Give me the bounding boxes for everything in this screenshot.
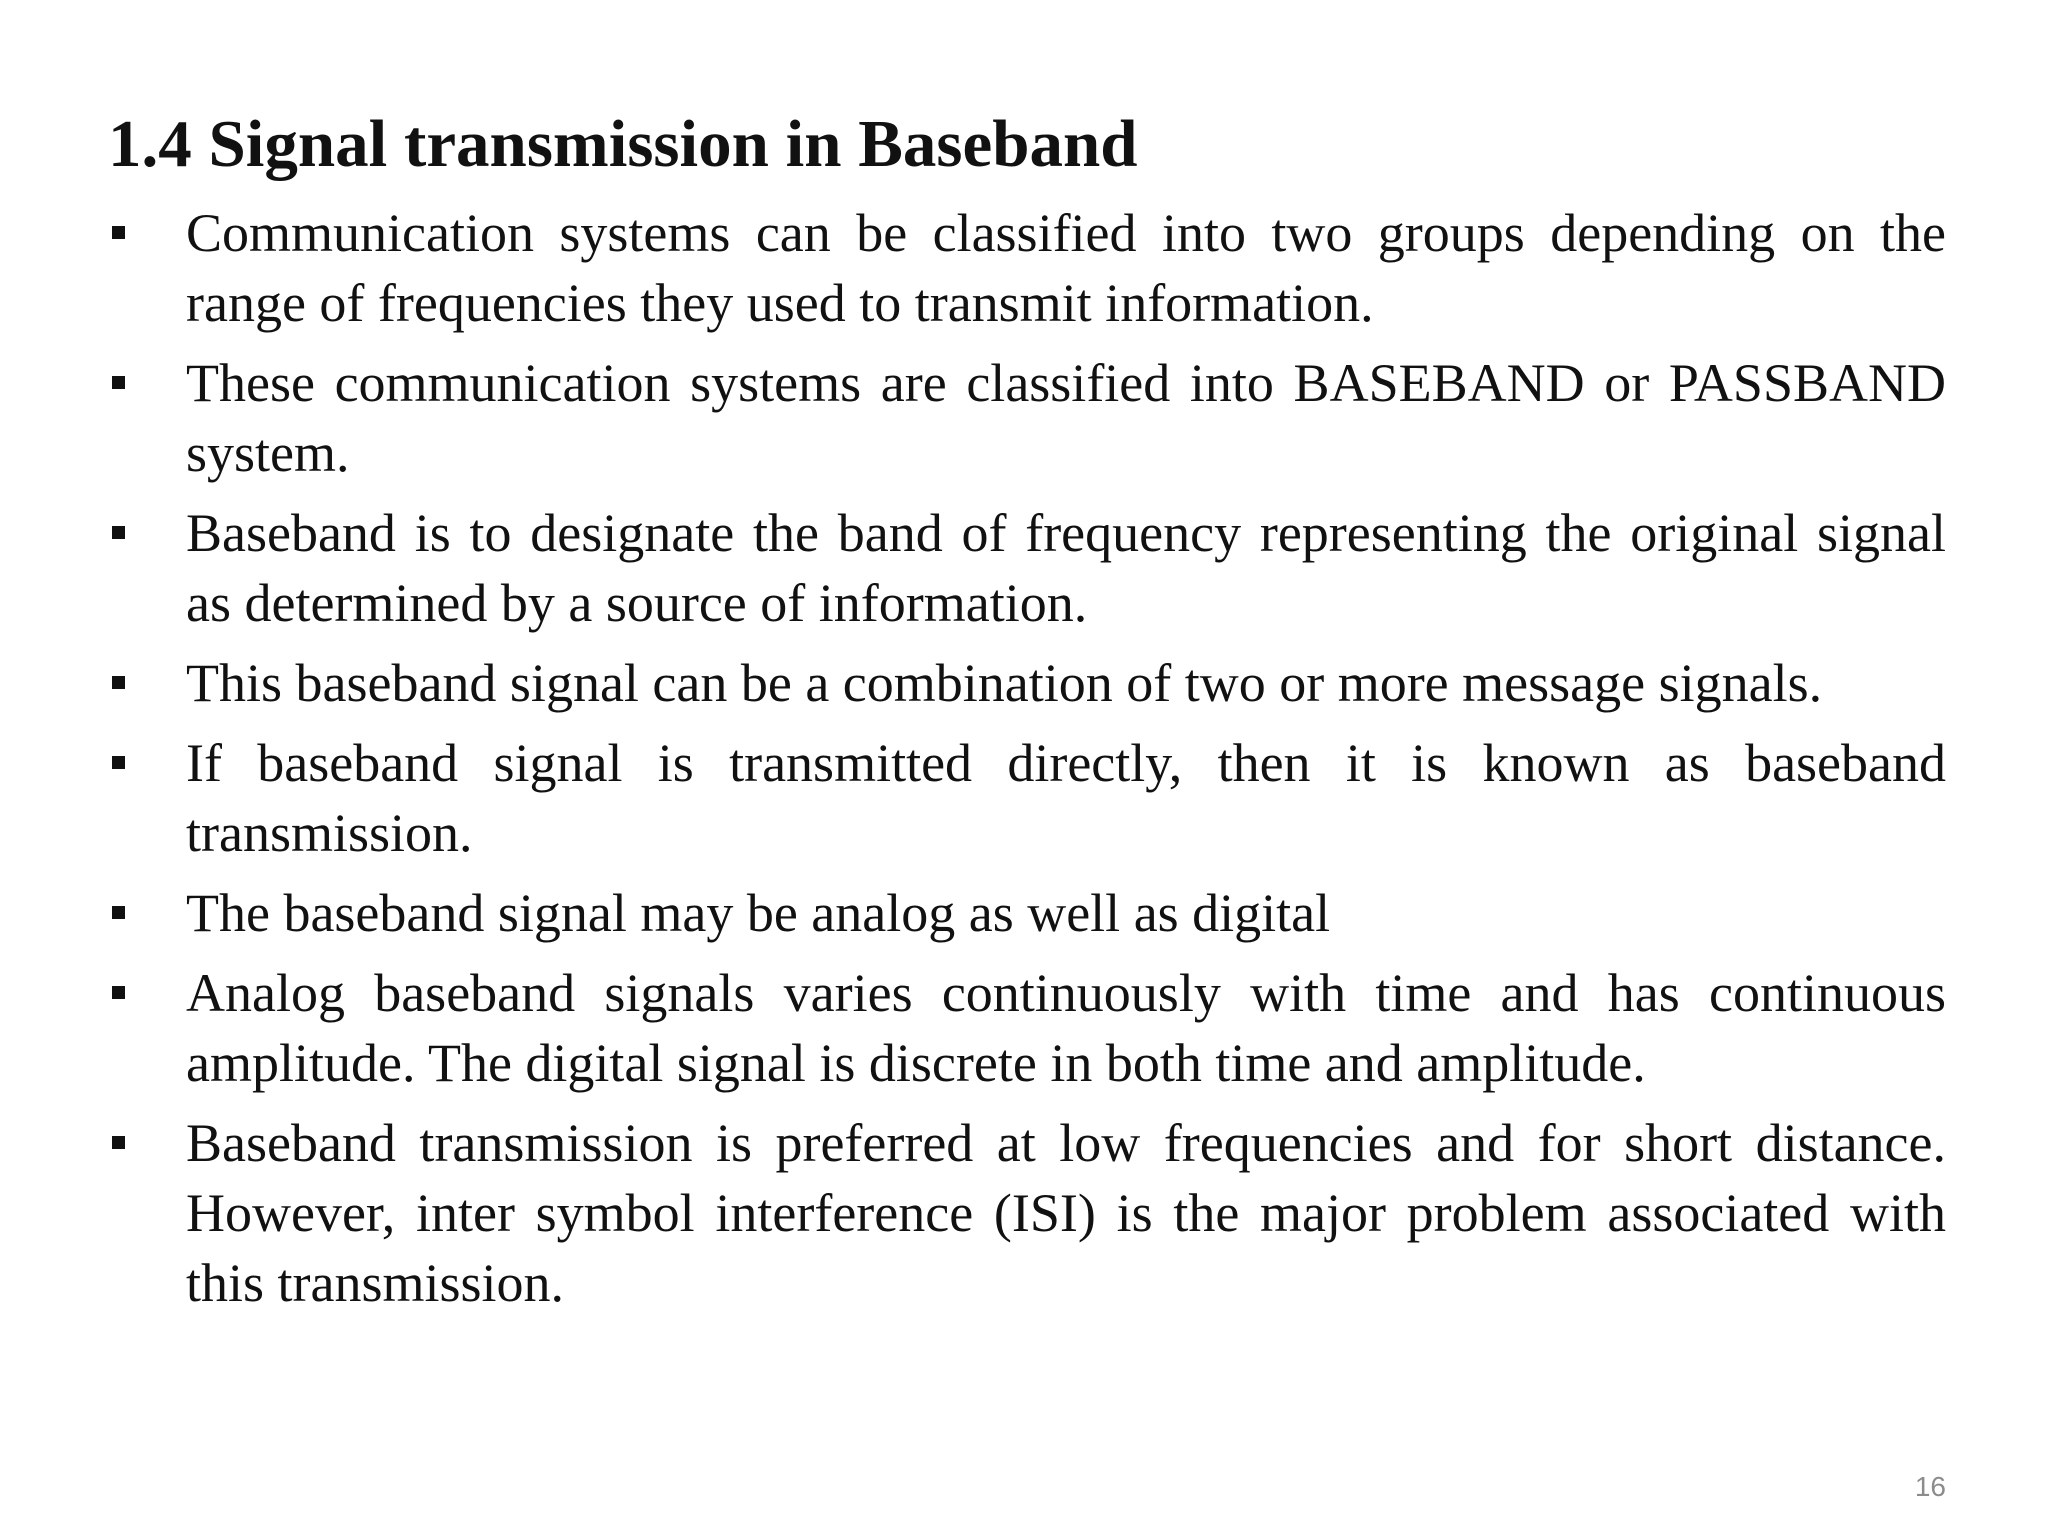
- bullet-text: The baseband signal may be analog as well as digital: [186, 883, 1331, 943]
- bullet-item: [108, 348, 1946, 488]
- bullet-item: [108, 1108, 1946, 1318]
- square-bullet-icon: [112, 756, 125, 769]
- bullet-item: [108, 958, 1946, 1098]
- bullet-item: [108, 198, 1946, 338]
- bullet-text: This baseband signal can be a combination of two or more message signals.: [186, 653, 1823, 713]
- bullet-text: Analog baseband signals varies continuously with time and has continuous amplitude. The digital signal is discrete in both time and amplitude.: [186, 963, 1946, 1093]
- square-bullet-icon: [112, 526, 125, 539]
- square-bullet-icon: [112, 226, 125, 239]
- page-number: 16: [1914, 1471, 1946, 1502]
- bullet-text: Baseband transmission is preferred at low frequencies and for short distance. However, inter symbol interference (ISI) is the major problem associated with this transmission.: [186, 1113, 1946, 1313]
- slide-title: 1.4 Signal transmission in Baseband: [108, 107, 1138, 181]
- square-bullet-icon: [112, 1136, 125, 1149]
- square-bullet-icon: [112, 376, 125, 389]
- bullet-text: Communication systems can be classified into two groups depending on the range of frequencies they used to transmit information.: [186, 203, 1946, 333]
- bullet-item: [108, 878, 1946, 948]
- bullet-text: If baseband signal is transmitted directly, then it is known as baseband transmission.: [186, 733, 1946, 863]
- bullet-item: [108, 498, 1946, 638]
- bullet-text: These communication systems are classified into BASEBAND or PASSBAND system.: [186, 353, 1946, 483]
- square-bullet-icon: [112, 676, 125, 689]
- square-bullet-icon: [112, 986, 125, 999]
- square-bullet-icon: [112, 906, 125, 919]
- bullet-text: Baseband is to designate the band of frequency representing the original signal as determined by a source of information.: [186, 503, 1946, 633]
- bullet-item: [108, 648, 1946, 718]
- bullet-list: [108, 198, 1946, 1328]
- bullet-item: [108, 728, 1946, 868]
